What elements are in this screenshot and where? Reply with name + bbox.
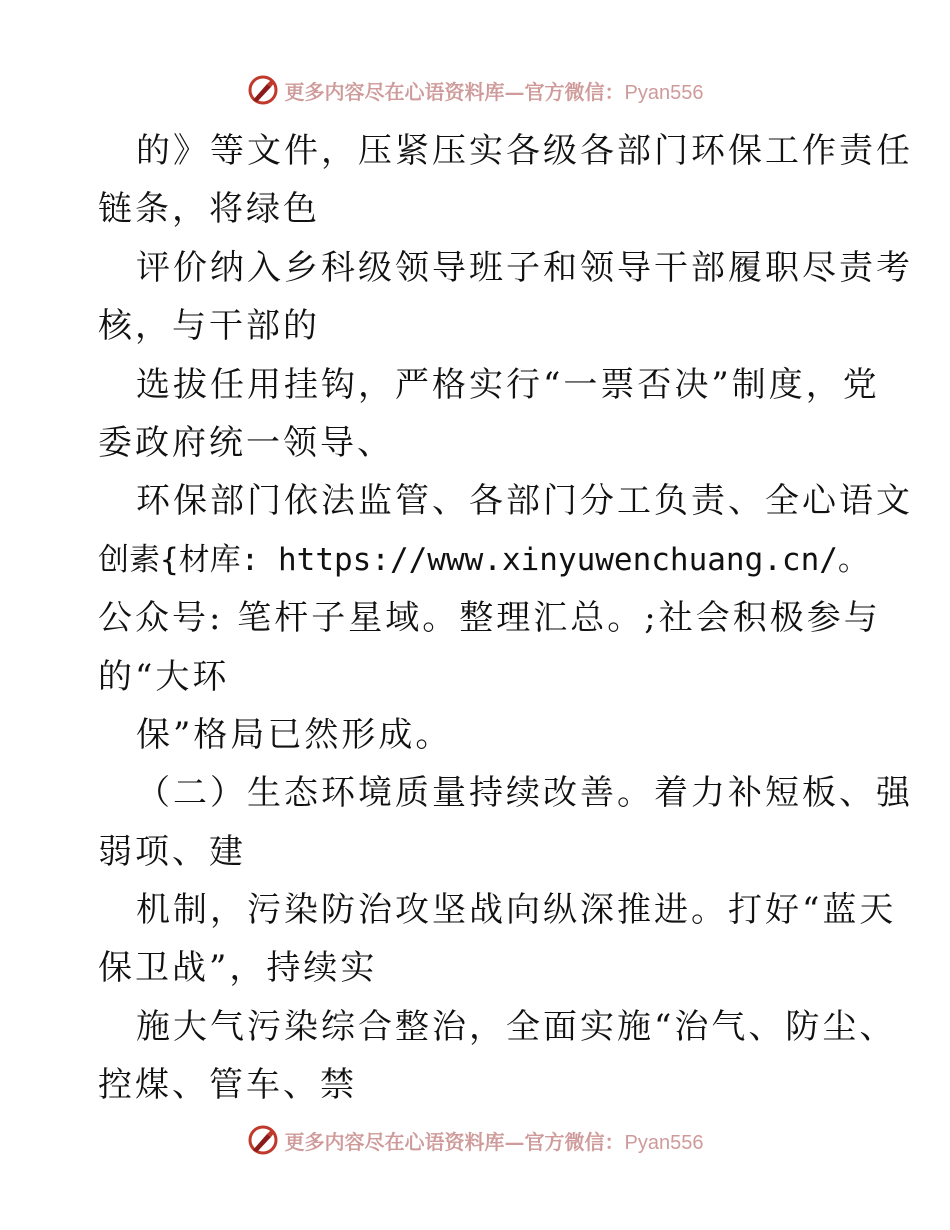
text-line: 控煤、管车、禁	[98, 1065, 357, 1106]
text-line: 创素{材库: https://www.xinyuwenchuang.cn/。	[98, 541, 869, 578]
footer-watermark	[0, 1120, 950, 1160]
text-line: 保”格局已然形成。	[136, 714, 453, 755]
text-line: 的“大环	[98, 656, 230, 697]
header-watermark	[0, 70, 950, 110]
text-line: 核，与干部的	[98, 306, 320, 347]
text-line: 委政府统一领导、	[98, 422, 394, 463]
text-line: 公众号: 笔杆子星域。整理汇总。;社会积极参与	[98, 598, 881, 639]
text-line: 选拔任用挂钩，严格实行“一票否决”制度，党	[136, 364, 880, 405]
text-line: 机制，污染防治攻坚战向纵深推进。打好“蓝天	[136, 890, 897, 931]
text-line: 保卫战”，持续实	[98, 948, 378, 989]
text-line: （二）生态环境质量持续改善。着力补短板、强	[136, 773, 913, 814]
text-line: 环保部门依法监管、各部门分工负责、全心语文	[136, 481, 913, 522]
text-line: 链条，将绿色	[98, 189, 320, 230]
text-line: 弱项、建	[98, 831, 246, 872]
pen-logo-icon	[247, 74, 279, 106]
text-line: 的》等文件，压紧压实各级各部门环保工作责任	[136, 131, 913, 171]
document-body	[98, 122, 913, 1115]
text-line: 施大气污染综合整治，全面实施“治气、防尘、	[136, 1006, 897, 1047]
footer-watermark-text: 更多内容尽在心语资料库—官方微信：Pyan556	[284, 1129, 704, 1154]
pen-logo-icon	[247, 1124, 279, 1156]
header-watermark-text: 更多内容尽在心语资料库—官方微信：Pyan556	[284, 79, 704, 104]
text-line: 评价纳入乡科级领导班子和领导干部履职尽责考	[136, 247, 913, 288]
